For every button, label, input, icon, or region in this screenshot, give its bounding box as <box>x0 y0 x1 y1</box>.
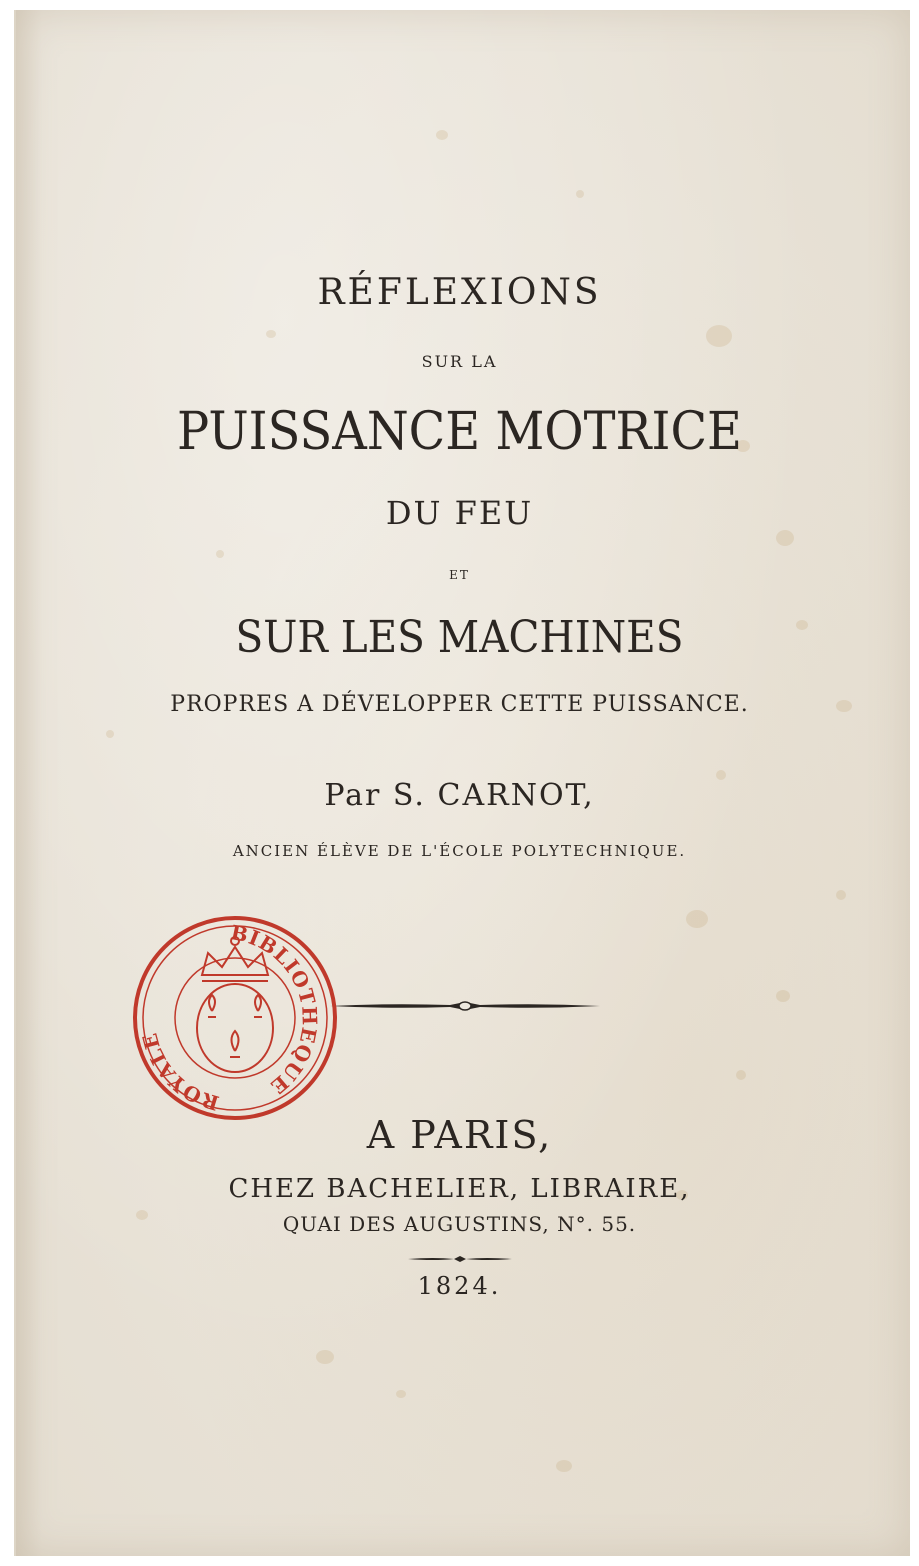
svg-text:ROYALE: ROYALE <box>137 1029 222 1116</box>
title-line-du-feu: DU FEU <box>385 494 534 532</box>
fleur-de-lis-icon <box>197 984 273 1072</box>
title-line-et: ET <box>449 568 470 582</box>
imprint-city: A PARIS, <box>366 1113 553 1157</box>
imprint-publisher: CHEZ BACHELIER, LIBRAIRE, <box>228 1174 691 1204</box>
ornamental-rule-icon <box>330 996 600 1016</box>
author-line: Par S. CARNOT, <box>324 778 595 813</box>
title-line-sur-la: SUR LA <box>421 352 498 371</box>
title-line-puissance-motrice: PUISSANCE MOTRICE <box>177 402 742 462</box>
title-line-sur-les-machines: SUR LES MACHINES <box>235 612 684 663</box>
bibliotheque-royale-stamp <box>130 913 340 1123</box>
subtitle: PROPRES A DÉVELOPPER CETTE PUISSANCE. <box>170 692 749 717</box>
small-rule-icon <box>408 1254 512 1264</box>
svg-text:BIBLIOTHEQUE: BIBLIOTHEQUE <box>228 920 322 1100</box>
imprint-address: QUAI DES AUGUSTINS, N°. 55. <box>282 1212 637 1236</box>
author-note: ANCIEN ÉLÈVE DE L'ÉCOLE POLYTECHNIQUE. <box>232 842 687 860</box>
imprint-year: 1824. <box>417 1272 502 1300</box>
title-line-reflexions: RÉFLEXIONS <box>317 272 602 313</box>
